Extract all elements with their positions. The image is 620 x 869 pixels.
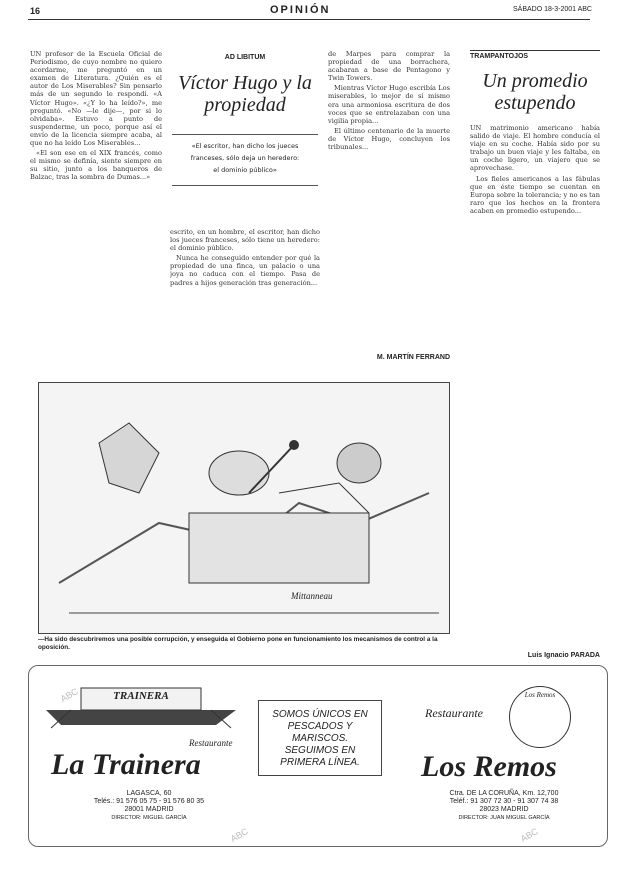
seal — [509, 686, 571, 748]
ad-slogan-line: PESCADOS Y MARISCOS. — [287, 721, 353, 744]
center-signature: M. MARTÍN FERRAND — [376, 354, 450, 361]
right-brand: Los Remos — [421, 750, 557, 783]
right-address-line: Teléf.: 91 307 72 30 - 91 307 74 38 — [449, 798, 559, 805]
boat-name: TRAINERA — [113, 690, 169, 702]
page-number: 16 — [30, 6, 41, 16]
pullquote-rule — [172, 185, 318, 186]
right-body — [470, 124, 600, 644]
cartoon-drawing-icon — [39, 383, 449, 633]
center-paragraph: Nunca he conseguido entender por qué la propiedad de una finca, un palacio o una joya no caduca con el tiempo. Pasa de padres a hijos generación tras generación... — [170, 254, 320, 287]
center-paragraph: de Marpes para comprar la propiedad de una borrachera, acabaran a base de Pentagono y Twin Towers. — [328, 50, 450, 83]
right-title: Un promedio estupendo — [482, 70, 588, 114]
pullquote — [170, 140, 320, 176]
seal-text: Los Remos — [524, 691, 556, 699]
section-title: OPINIÓN — [270, 4, 331, 16]
left-address-line: LAGASCA, 60 — [126, 790, 172, 797]
pullquote-line: el dominio público» — [213, 166, 277, 174]
right-paragraph: Los fieles americanos a las fábulas que en éste tiempo se cuentan en Europa sobre la tolerancia; y no es tan raro que los hechos en la frontera acaben en promedio estupendo... — [470, 174, 600, 215]
left-paragraph: «El son ese en el XIX francés, como el mismo se definía, siente siempre en su sitio, junto a los banqueros de Balzac, tras la sombra de Dumas...» — [30, 149, 162, 182]
center-body-right — [328, 50, 450, 346]
center-kicker: AD LIBITUM — [224, 54, 266, 61]
right-restaurant-label: Restaurante — [425, 706, 483, 720]
right-kicker-rule — [470, 50, 600, 51]
watermark: ABC — [518, 826, 540, 844]
center-paragraph: El último centenario de la muerte de Víctor Hugo, concluyen los tribunales... — [328, 126, 450, 152]
editorial-cartoon — [38, 382, 450, 634]
right-signature: Luis Ignacio PARADA — [527, 652, 600, 659]
pullquote-line: franceses, sólo deja un heredero: — [190, 154, 300, 162]
right-paragraph: UN matrimonio americano había salido de viaje. El hombre conducía el viaje en su coche. Había sido por su trabajo un buen viaje y les faltaba, en un coche ligero, un viajero que se aprovechase. — [470, 124, 600, 173]
left-restaurant-label: Restaurante — [189, 738, 233, 748]
ad-slogan-line: SOMOS ÚNICOS EN — [272, 709, 368, 720]
ad-slogan-box — [258, 700, 382, 776]
page-header — [0, 0, 620, 24]
pullquote-line: «El escritor, han dicho los jueces — [191, 142, 299, 150]
center-body-left — [170, 228, 320, 372]
pullquote-rule — [172, 134, 318, 135]
header-rule — [28, 19, 590, 20]
cartoon-caption: —Ha sido descubriremos una posible corrupción, y enseguida el Gobierno pone en funcionamiento los mecanismos de control a la oposición. — [38, 636, 438, 651]
left-paragraph: UN profesor de la Escuela Oficial de Periodismo, de cuyo nombre no quiero acordarme, me preguntó en un examen de Literatura. ¿Quién es el autor de Los Miserables? Sin pensarlo más de un segundo le respondí. «A Víctor Hugo». «¿Y lo ha leído?», me preguntó. «No —le dije—, por si lo olvidaba». Estuvo a punto de suspenderme, un poco, porque así el envío de la licencia siempre acaba, al que no ha leído Los Miserables... — [30, 50, 162, 148]
watermark: ABC — [58, 686, 80, 704]
left-brand: La Trainera — [51, 748, 201, 781]
left-address-line: DIRECTOR: MIGUEL GARCÍA — [111, 815, 187, 821]
right-address — [419, 790, 589, 822]
center-title: Víctor Hugo y la propiedad — [178, 72, 312, 116]
issue-date: SÁBADO 18-3-2001 ABC — [513, 6, 592, 13]
left-column — [30, 50, 162, 370]
left-address-line: Telés.: 91 576 05 75 - 91 576 80 35 — [93, 798, 205, 805]
right-address-line: Ctra. DE LA CORUÑA, Km. 12,700 — [449, 790, 559, 797]
center-paragraph: escrito, en un hombre, el escritor, han dicho los jueces franceses, sólo tiene un heredero: el dominio público. — [170, 228, 320, 253]
right-address-line: 28023 MADRID — [479, 806, 529, 813]
watermark: ABC — [228, 826, 250, 844]
right-address-line: DIRECTOR: JUAN MIGUEL GARCÍA — [458, 815, 550, 821]
ad-slogan-line: PRIMERA LÍNEA. — [280, 757, 360, 768]
left-address-line: 28001 MADRID — [124, 806, 174, 813]
cartoon-signature: Mittanneau — [291, 591, 333, 601]
center-paragraph: Mientras Víctor Hugo escribía Los miserables, lo mejor de sí mismo era una armoniosa escritura de dos voces que se entrelazaban con una vigilia propia... — [328, 84, 450, 125]
left-address — [69, 790, 229, 822]
ad-slogan-line: SEGUIMOS EN — [284, 745, 356, 756]
right-kicker: TRAMPANTOJOS — [470, 53, 529, 60]
